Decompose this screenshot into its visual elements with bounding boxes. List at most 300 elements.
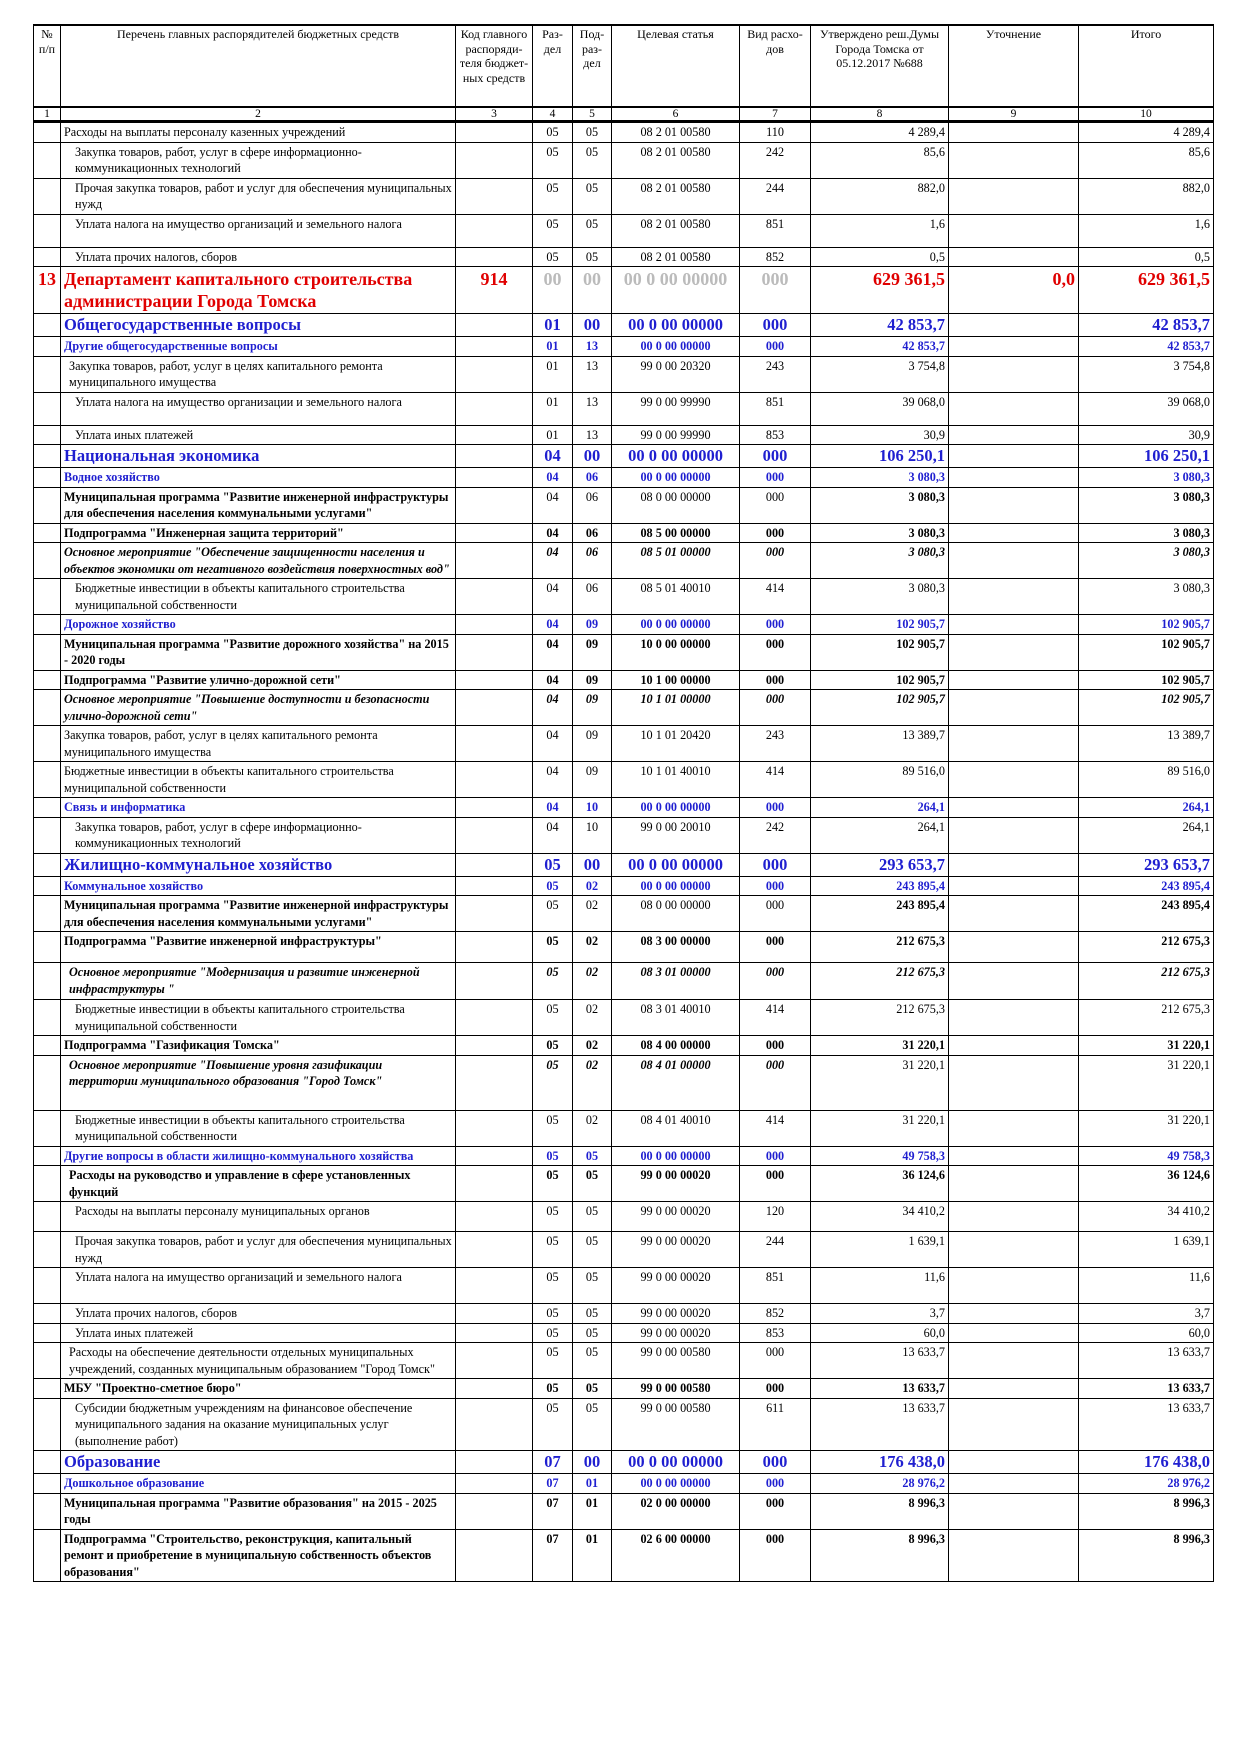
row-code xyxy=(456,1451,533,1474)
row-target: 10 1 01 40010 xyxy=(612,762,740,798)
header-num-6: 6 xyxy=(612,107,740,122)
table-row xyxy=(34,543,1214,579)
row-expense-type: 000 xyxy=(740,615,811,635)
row-podrazdel: 00 xyxy=(573,1451,612,1474)
row-code xyxy=(456,468,533,488)
row-expense-type: 000 xyxy=(740,853,811,876)
row-name: Уплата налога на имущество организаций и земельного налога xyxy=(61,1268,456,1304)
row-total: 31 220,1 xyxy=(1079,1036,1214,1056)
row-podrazdel: 05 xyxy=(573,142,612,178)
row-approved: 31 220,1 xyxy=(811,1110,949,1146)
row-razdel: 05 xyxy=(533,1323,573,1343)
header-number-row xyxy=(34,107,1214,122)
row-target: 00 0 00 00000 xyxy=(612,1451,740,1474)
row-name: Подпрограмма "Инженерная защита территорий" xyxy=(61,523,456,543)
row-adjustment xyxy=(949,1166,1079,1202)
row-podrazdel: 02 xyxy=(573,932,612,963)
row-podrazdel: 06 xyxy=(573,543,612,579)
row-adjustment xyxy=(949,798,1079,818)
row-name: Уплата прочих налогов, сборов xyxy=(61,1304,456,1324)
row-razdel: 04 xyxy=(533,468,573,488)
row-adjustment xyxy=(949,1202,1079,1232)
row-razdel: 05 xyxy=(533,1166,573,1202)
row-podrazdel: 05 xyxy=(573,1166,612,1202)
row-code xyxy=(456,178,533,214)
row-number xyxy=(34,142,61,178)
row-approved: 42 853,7 xyxy=(811,337,949,357)
row-approved: 3 080,3 xyxy=(811,468,949,488)
row-target: 99 0 00 00020 xyxy=(612,1202,740,1232)
row-name: Расходы на руководство и управление в сфере установленных функций xyxy=(61,1166,456,1202)
row-code xyxy=(456,356,533,392)
row-target: 99 0 00 20320 xyxy=(612,356,740,392)
row-code xyxy=(456,1232,533,1268)
header-num-10: 10 xyxy=(1079,107,1214,122)
row-razdel: 04 xyxy=(533,523,573,543)
row-name: Закупка товаров, работ, услуг в сфере информационно-коммуникационных технологий xyxy=(61,142,456,178)
table-row xyxy=(34,963,1214,1000)
table-row xyxy=(34,1110,1214,1146)
row-total: 28 976,2 xyxy=(1079,1474,1214,1494)
row-target: 99 0 00 00020 xyxy=(612,1166,740,1202)
row-razdel: 07 xyxy=(533,1493,573,1529)
row-adjustment xyxy=(949,1268,1079,1304)
row-name: Муниципальная программа "Развитие дорожного хозяйства" на 2015 - 2020 годы xyxy=(61,634,456,670)
row-expense-type: 000 xyxy=(740,1379,811,1399)
row-target: 99 0 00 00020 xyxy=(612,1304,740,1324)
row-total: 293 653,7 xyxy=(1079,853,1214,876)
row-code xyxy=(456,1036,533,1056)
row-podrazdel: 02 xyxy=(573,1000,612,1036)
row-adjustment xyxy=(949,523,1079,543)
row-expense-type: 000 xyxy=(740,1529,811,1582)
row-number xyxy=(34,1451,61,1474)
row-total: 212 675,3 xyxy=(1079,932,1214,963)
row-podrazdel: 05 xyxy=(573,1202,612,1232)
row-expense-type: 110 xyxy=(740,122,811,143)
row-total: 3 080,3 xyxy=(1079,468,1214,488)
table-body xyxy=(34,122,1214,1582)
header-num-7: 7 xyxy=(740,107,811,122)
row-approved: 3 080,3 xyxy=(811,487,949,523)
row-code xyxy=(456,247,533,267)
row-razdel: 04 xyxy=(533,634,573,670)
row-code xyxy=(456,963,533,1000)
row-target: 00 0 00 00000 xyxy=(612,314,740,337)
row-name: Уплата налога на имущество организации и земельного налога xyxy=(61,392,456,425)
row-approved: 11,6 xyxy=(811,1268,949,1304)
row-code xyxy=(456,1055,533,1110)
row-razdel: 05 xyxy=(533,1036,573,1056)
row-expense-type: 000 xyxy=(740,445,811,468)
row-name: Закупка товаров, работ, услуг в целях капитального ремонта муниципального имущества xyxy=(61,356,456,392)
row-target: 00 0 00 00000 xyxy=(612,337,740,357)
row-approved: 31 220,1 xyxy=(811,1055,949,1110)
header-col-razdel: Раз-дел xyxy=(533,25,573,107)
row-razdel: 04 xyxy=(533,543,573,579)
row-number xyxy=(34,178,61,214)
row-code xyxy=(456,670,533,690)
row-adjustment: 0,0 xyxy=(949,267,1079,314)
row-razdel: 05 xyxy=(533,1202,573,1232)
row-number xyxy=(34,1379,61,1399)
row-total: 85,6 xyxy=(1079,142,1214,178)
row-adjustment xyxy=(949,579,1079,615)
row-target: 08 3 00 00000 xyxy=(612,932,740,963)
row-approved: 3 080,3 xyxy=(811,579,949,615)
row-podrazdel: 13 xyxy=(573,392,612,425)
header-num-9: 9 xyxy=(949,107,1079,122)
row-razdel: 04 xyxy=(533,579,573,615)
row-razdel: 04 xyxy=(533,690,573,726)
row-number xyxy=(34,798,61,818)
row-adjustment xyxy=(949,1398,1079,1451)
row-code xyxy=(456,1474,533,1494)
row-number xyxy=(34,337,61,357)
row-approved: 89 516,0 xyxy=(811,762,949,798)
row-code xyxy=(456,487,533,523)
row-total: 1 639,1 xyxy=(1079,1232,1214,1268)
row-code xyxy=(456,1493,533,1529)
row-name: Образование xyxy=(61,1451,456,1474)
row-adjustment xyxy=(949,670,1079,690)
row-podrazdel: 05 xyxy=(573,1232,612,1268)
row-name: Бюджетные инвестиции в объекты капитального строительства муниципальной собственности xyxy=(61,1000,456,1036)
row-approved: 34 410,2 xyxy=(811,1202,949,1232)
row-adjustment xyxy=(949,1055,1079,1110)
row-razdel: 04 xyxy=(533,798,573,818)
table-row xyxy=(34,932,1214,963)
row-razdel: 07 xyxy=(533,1474,573,1494)
row-expense-type: 000 xyxy=(740,523,811,543)
row-number xyxy=(34,1323,61,1343)
row-podrazdel: 10 xyxy=(573,798,612,818)
row-expense-type: 242 xyxy=(740,142,811,178)
row-target: 08 5 01 40010 xyxy=(612,579,740,615)
row-name: Уплата налога на имущество организаций и земельного налога xyxy=(61,214,456,247)
row-number xyxy=(34,523,61,543)
row-approved: 8 996,3 xyxy=(811,1493,949,1529)
row-razdel: 05 xyxy=(533,1232,573,1268)
row-razdel: 05 xyxy=(533,1110,573,1146)
row-adjustment xyxy=(949,1323,1079,1343)
row-code xyxy=(456,1323,533,1343)
row-approved: 293 653,7 xyxy=(811,853,949,876)
row-number xyxy=(34,1202,61,1232)
row-expense-type: 853 xyxy=(740,425,811,445)
row-podrazdel: 05 xyxy=(573,1398,612,1451)
row-name: Уплата прочих налогов, сборов xyxy=(61,247,456,267)
table-row xyxy=(34,1000,1214,1036)
row-razdel: 01 xyxy=(533,356,573,392)
row-razdel: 07 xyxy=(533,1529,573,1582)
row-expense-type: 000 xyxy=(740,963,811,1000)
table-row xyxy=(34,337,1214,357)
row-razdel: 04 xyxy=(533,670,573,690)
row-expense-type: 000 xyxy=(740,468,811,488)
row-adjustment xyxy=(949,1036,1079,1056)
row-code xyxy=(456,690,533,726)
row-approved: 13 633,7 xyxy=(811,1343,949,1379)
row-code xyxy=(456,762,533,798)
row-total: 4 289,4 xyxy=(1079,122,1214,143)
row-target: 00 0 00 00000 xyxy=(612,1474,740,1494)
row-expense-type: 851 xyxy=(740,392,811,425)
table-row xyxy=(34,670,1214,690)
row-name: Закупка товаров, работ, услуг в сфере информационно-коммуникационных технологий xyxy=(61,817,456,853)
header-col-podrazdel: Под-раз-дел xyxy=(573,25,612,107)
row-expense-type: 000 xyxy=(740,1451,811,1474)
row-code xyxy=(456,1343,533,1379)
row-approved: 60,0 xyxy=(811,1323,949,1343)
row-expense-type: 000 xyxy=(740,314,811,337)
row-number xyxy=(34,1055,61,1110)
table-row xyxy=(34,817,1214,853)
row-code xyxy=(456,1110,533,1146)
row-code xyxy=(456,1304,533,1324)
row-expense-type: 000 xyxy=(740,932,811,963)
row-target: 00 0 00 00000 xyxy=(612,798,740,818)
row-total: 882,0 xyxy=(1079,178,1214,214)
row-target: 00 0 00 00000 xyxy=(612,267,740,314)
row-number xyxy=(34,853,61,876)
table-row xyxy=(34,122,1214,143)
row-adjustment xyxy=(949,1232,1079,1268)
row-razdel: 04 xyxy=(533,615,573,635)
row-number xyxy=(34,1343,61,1379)
row-razdel: 04 xyxy=(533,762,573,798)
header-col-expense-type: Вид расхо-дов xyxy=(740,25,811,107)
row-code xyxy=(456,337,533,357)
row-total: 212 675,3 xyxy=(1079,963,1214,1000)
row-name: Бюджетные инвестиции в объекты капитального строительства муниципальной собственности xyxy=(61,579,456,615)
row-target: 99 0 00 00020 xyxy=(612,1232,740,1268)
row-expense-type: 244 xyxy=(740,1232,811,1268)
row-number xyxy=(34,1529,61,1582)
row-podrazdel: 05 xyxy=(573,122,612,143)
row-number xyxy=(34,1398,61,1451)
row-number xyxy=(34,932,61,963)
row-name: Основное мероприятие "Обеспечение защищенности населения и объектов экономики от негативного воздействия поверхностных вод" xyxy=(61,543,456,579)
table-row xyxy=(34,392,1214,425)
row-expense-type: 244 xyxy=(740,178,811,214)
row-razdel: 05 xyxy=(533,896,573,932)
table-row xyxy=(34,726,1214,762)
row-total: 11,6 xyxy=(1079,1268,1214,1304)
row-number xyxy=(34,487,61,523)
row-razdel: 01 xyxy=(533,425,573,445)
row-name: Общегосударственные вопросы xyxy=(61,314,456,337)
row-target: 08 2 01 00580 xyxy=(612,142,740,178)
row-expense-type: 243 xyxy=(740,356,811,392)
header-num-3: 3 xyxy=(456,107,533,122)
row-adjustment xyxy=(949,932,1079,963)
row-total: 39 068,0 xyxy=(1079,392,1214,425)
row-code xyxy=(456,932,533,963)
row-number xyxy=(34,247,61,267)
row-razdel: 05 xyxy=(533,1379,573,1399)
table-row xyxy=(34,267,1214,314)
header-num-8: 8 xyxy=(811,107,949,122)
row-code xyxy=(456,122,533,143)
row-approved: 13 633,7 xyxy=(811,1379,949,1399)
row-expense-type: 851 xyxy=(740,1268,811,1304)
table-row xyxy=(34,579,1214,615)
row-total: 3 754,8 xyxy=(1079,356,1214,392)
row-number xyxy=(34,963,61,1000)
header-num-2: 2 xyxy=(61,107,456,122)
row-adjustment xyxy=(949,853,1079,876)
row-total: 106 250,1 xyxy=(1079,445,1214,468)
row-razdel: 05 xyxy=(533,876,573,896)
row-target: 08 2 01 00580 xyxy=(612,178,740,214)
row-approved: 13 633,7 xyxy=(811,1398,949,1451)
row-adjustment xyxy=(949,1451,1079,1474)
row-podrazdel: 05 xyxy=(573,1146,612,1166)
row-target: 08 0 00 00000 xyxy=(612,896,740,932)
row-adjustment xyxy=(949,142,1079,178)
row-expense-type: 000 xyxy=(740,690,811,726)
row-podrazdel: 00 xyxy=(573,853,612,876)
table-row xyxy=(34,1343,1214,1379)
row-target: 10 0 00 00000 xyxy=(612,634,740,670)
row-number xyxy=(34,1268,61,1304)
row-podrazdel: 02 xyxy=(573,896,612,932)
row-number xyxy=(34,1304,61,1324)
row-target: 08 3 01 40010 xyxy=(612,1000,740,1036)
row-name: Уплата иных платежей xyxy=(61,1323,456,1343)
row-target: 00 0 00 00000 xyxy=(612,1146,740,1166)
row-name: Связь и информатика xyxy=(61,798,456,818)
row-podrazdel: 09 xyxy=(573,726,612,762)
row-approved: 882,0 xyxy=(811,178,949,214)
row-total: 42 853,7 xyxy=(1079,337,1214,357)
row-podrazdel: 00 xyxy=(573,445,612,468)
row-total: 13 633,7 xyxy=(1079,1379,1214,1399)
row-name: Подпрограмма "Развитие инженерной инфраструктуры" xyxy=(61,932,456,963)
row-number xyxy=(34,214,61,247)
table-row xyxy=(34,247,1214,267)
row-name: Бюджетные инвестиции в объекты капитального строительства муниципальной собственности xyxy=(61,1110,456,1146)
row-total: 264,1 xyxy=(1079,817,1214,853)
row-target: 08 0 00 00000 xyxy=(612,487,740,523)
row-number xyxy=(34,896,61,932)
table-row xyxy=(34,314,1214,337)
row-number xyxy=(34,1146,61,1166)
table-row xyxy=(34,445,1214,468)
row-target: 10 1 01 20420 xyxy=(612,726,740,762)
row-razdel: 04 xyxy=(533,487,573,523)
row-number xyxy=(34,425,61,445)
row-number xyxy=(34,1493,61,1529)
row-approved: 13 389,7 xyxy=(811,726,949,762)
row-total: 31 220,1 xyxy=(1079,1055,1214,1110)
row-razdel: 01 xyxy=(533,337,573,357)
row-expense-type: 000 xyxy=(740,1036,811,1056)
row-approved: 106 250,1 xyxy=(811,445,949,468)
row-target: 08 4 00 00000 xyxy=(612,1036,740,1056)
row-approved: 102 905,7 xyxy=(811,690,949,726)
row-adjustment xyxy=(949,762,1079,798)
row-code xyxy=(456,392,533,425)
row-code xyxy=(456,1166,533,1202)
row-number xyxy=(34,1232,61,1268)
row-adjustment xyxy=(949,543,1079,579)
row-total: 243 895,4 xyxy=(1079,876,1214,896)
row-code: 914 xyxy=(456,267,533,314)
row-razdel: 05 xyxy=(533,853,573,876)
row-name: Основное мероприятие "Повышение уровня газификации территории муниципального образования "Город Томск" xyxy=(61,1055,456,1110)
table-row xyxy=(34,1323,1214,1343)
row-target: 00 0 00 00000 xyxy=(612,876,740,896)
row-razdel: 05 xyxy=(533,142,573,178)
table-row xyxy=(34,356,1214,392)
row-expense-type: 611 xyxy=(740,1398,811,1451)
row-podrazdel: 00 xyxy=(573,314,612,337)
row-adjustment xyxy=(949,1379,1079,1399)
row-approved: 102 905,7 xyxy=(811,670,949,690)
table-row xyxy=(34,1398,1214,1451)
row-code xyxy=(456,1146,533,1166)
row-code xyxy=(456,314,533,337)
row-code xyxy=(456,1268,533,1304)
row-adjustment xyxy=(949,690,1079,726)
row-razdel: 05 xyxy=(533,1343,573,1379)
row-adjustment xyxy=(949,122,1079,143)
row-expense-type: 000 xyxy=(740,543,811,579)
row-expense-type: 851 xyxy=(740,214,811,247)
table-row xyxy=(34,1146,1214,1166)
row-podrazdel: 01 xyxy=(573,1493,612,1529)
row-approved: 176 438,0 xyxy=(811,1451,949,1474)
row-target: 00 0 00 00000 xyxy=(612,468,740,488)
row-target: 00 0 00 00000 xyxy=(612,445,740,468)
row-name: Национальная экономика xyxy=(61,445,456,468)
table-row xyxy=(34,1493,1214,1529)
row-target: 99 0 00 00580 xyxy=(612,1379,740,1399)
row-name: Другие вопросы в области жилищно-коммунального хозяйства xyxy=(61,1146,456,1166)
row-total: 102 905,7 xyxy=(1079,615,1214,635)
row-number xyxy=(34,615,61,635)
row-approved: 243 895,4 xyxy=(811,876,949,896)
row-code xyxy=(456,853,533,876)
row-expense-type: 000 xyxy=(740,267,811,314)
table-row xyxy=(34,1304,1214,1324)
row-total: 212 675,3 xyxy=(1079,1000,1214,1036)
row-target: 99 0 00 20010 xyxy=(612,817,740,853)
row-podrazdel: 05 xyxy=(573,1379,612,1399)
row-code xyxy=(456,445,533,468)
row-name: Муниципальная программа "Развитие инженерной инфраструктуры для обеспечения населения коммунальными услугами" xyxy=(61,487,456,523)
row-razdel: 01 xyxy=(533,392,573,425)
row-podrazdel: 01 xyxy=(573,1474,612,1494)
row-approved: 31 220,1 xyxy=(811,1036,949,1056)
row-expense-type: 000 xyxy=(740,487,811,523)
row-total: 42 853,7 xyxy=(1079,314,1214,337)
row-expense-type: 414 xyxy=(740,579,811,615)
row-razdel: 05 xyxy=(533,932,573,963)
row-name: Дорожное хозяйство xyxy=(61,615,456,635)
row-total: 60,0 xyxy=(1079,1323,1214,1343)
row-total: 13 633,7 xyxy=(1079,1343,1214,1379)
table-row xyxy=(34,690,1214,726)
row-total: 3 080,3 xyxy=(1079,487,1214,523)
row-name: Подпрограмма "Развитие улично-дорожной сети" xyxy=(61,670,456,690)
row-total: 3 080,3 xyxy=(1079,543,1214,579)
row-podrazdel: 09 xyxy=(573,670,612,690)
row-code xyxy=(456,1202,533,1232)
row-adjustment xyxy=(949,1529,1079,1582)
